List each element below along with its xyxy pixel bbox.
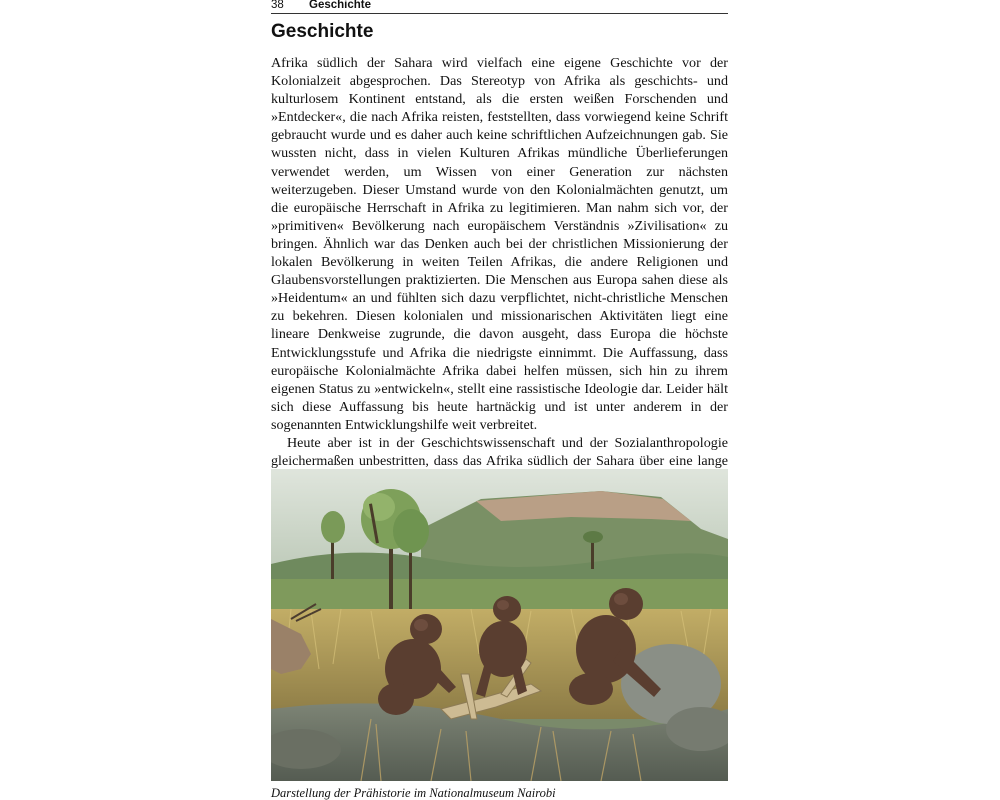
paragraph-1: Afrika südlich der Sahara wird vielfach eine eigene Geschichte vor der Kolonialzeit abgesprochen. Das Stereotyp von Afrika als geschichts- und kulturlosem Kontinent entstand, als die ersten weißen Forschenden und »Entdecker«, die nach Afrika reisten, feststellten, dass vorwiegend keine Schrift gebraucht wurde und es daher auch keine schriftlichen Aufzeichnungen gab. Sie wussten nicht, dass in vielen Kulturen Afrikas mündliche Überlieferungen verwendet werden, um Wissen von einer Generation zur nächsten weiterzugeben. Dieser Umstand wurde von den Kolonialmächten genutzt, um die europäische Herrschaft in Afrika zu legitimieren. Man nahm sich vor, der »primitiven« Bevölkerung nach europäischem Verständnis »Zivilisation« zu bringen. Ähnlich war das Denken auch bei der christlichen Missionierung der lokalen Bevölkerung in weiten Teilen Afrikas, die andere Religionen und Glaubensvorstellungen praktizierten. Die Menschen aus Europa sahen diese als »Heidentum« an und fühlten sich dazu verpflichtet, nicht-christliche Menschen zu bekehren. Diesen kolonialen und missionarischen Aktivitäten liegt eine lineare Denkweise zugrunde, die davon ausgeht, dass Europa die höchste Entwicklungsstufe und Afrika die niedrigste einnimmt. Die Auffassung, dass europäische Kolonialmächte Afrika dabei helfen müssen, sich hin zu ihrem eigenen Status zu »entwickeln«, stellt eine rassistische Ideologie dar. Leider hält sich diese Auffassung bis heute hartnäckig und ist unter anderem in der sogenannten Entwicklungshilfe weit verbreitet. <box>271 55 728 433</box>
body-text <box>271 54 728 506</box>
section-title: Geschichte <box>271 21 374 42</box>
diorama-illustration <box>271 469 728 781</box>
running-header <box>271 0 728 14</box>
page-number: 38 <box>271 0 284 11</box>
paragraph-2: Heute aber ist in der Geschichtswissenschaft und der Sozialanthropologie gleichermaßen unbestritten, dass das Afrika südlich der Sahara über eine lange <box>271 434 728 470</box>
running-title: Geschichte <box>309 0 371 11</box>
figure-caption: Darstellung der Prähistorie im Nationalmuseum Nairobi <box>271 786 556 800</box>
museum-diorama-photo <box>271 469 728 781</box>
